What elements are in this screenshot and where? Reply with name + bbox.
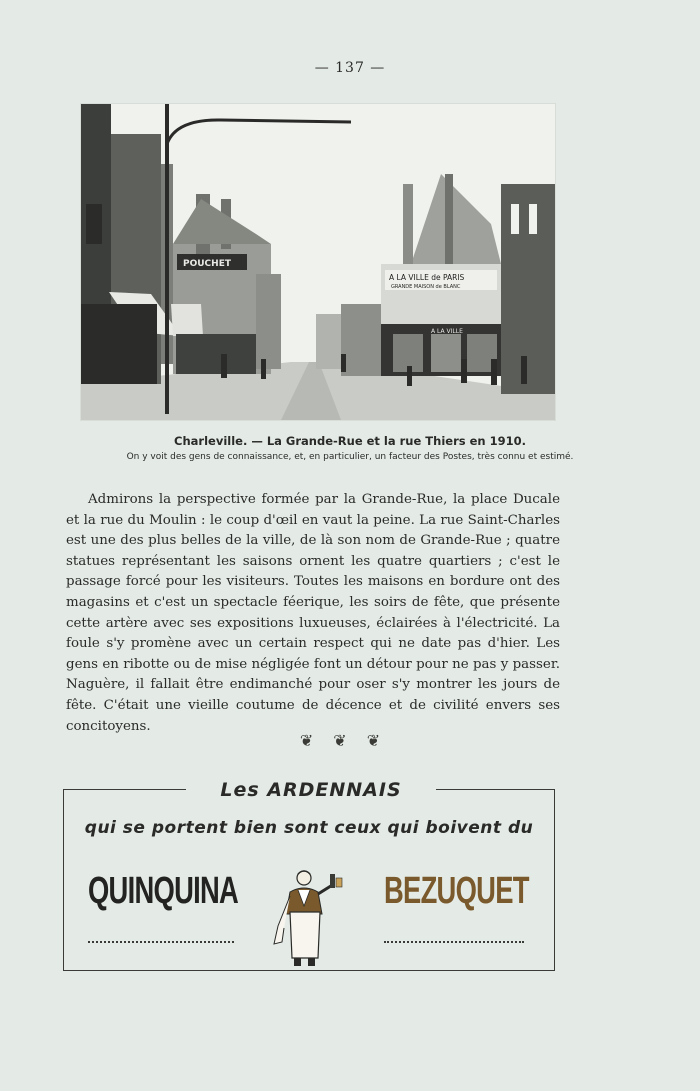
ad-tagline: qui se portent bien sont ceux qui boivent du: [84, 818, 534, 838]
dotted-rule-left: [88, 941, 234, 943]
sign-ville-de-paris: A LA VILLE de PARIS: [389, 273, 465, 282]
sign-a-la-ville: A LA VILLE: [431, 328, 463, 335]
photo-caption-title: Charleville. — La Grande-Rue et la rue Thiers en 1910.: [174, 434, 526, 448]
waiter-illustration-icon: [268, 866, 348, 970]
photo-caption-subtitle: On y voit des gens de connaissance, et, en particulier, un facteur des Postes, très connu et estimé.: [126, 452, 574, 462]
ad-heading: Les ARDENNAIS: [186, 779, 436, 801]
sign-grande-maison: GRANDE MAISON de BLANC: [391, 284, 461, 290]
brand-bezuquet: BEZUQUET: [384, 870, 529, 912]
sign-pouchet: POUCHET: [183, 259, 231, 269]
historic-street-photo: [80, 103, 556, 421]
dotted-rule-right: [384, 941, 524, 943]
brand-quinquina: QUINQUINA: [88, 870, 239, 912]
page-number: — 137 —: [314, 60, 386, 76]
body-paragraph: Admirons la perspective formée par la Grande-Rue, la place Ducale et la rue du Moulin : le coup d'œil en vaut la peine. La rue Saint-Charles est une des plus belles de la ville, de là son nom de Grande-Rue ; quatre statues représentant les saisons ornent les quatre quartiers ; c'est le passage forcé pour les visiteurs. Toutes les maisons en bordure ont des magasins et c'est un spectacle féerique, les soirs de fête, que présente cette artère avec ses expositions luxueuses, éclairées à l'électricité. La foule s'y promène avec un certain respect qui ne date pas d'hier. Les gens en ribotte ou de mise négligée font un détour pour ne pas y passer. Naguère, il fallait être endimanché pour oser s'y montrer les jours de fête. C'était une vieille coutume de décence et de civilité envers ses concitoyens.: [66, 492, 560, 734]
decorative-ornaments: ❦❦❦: [299, 731, 401, 750]
